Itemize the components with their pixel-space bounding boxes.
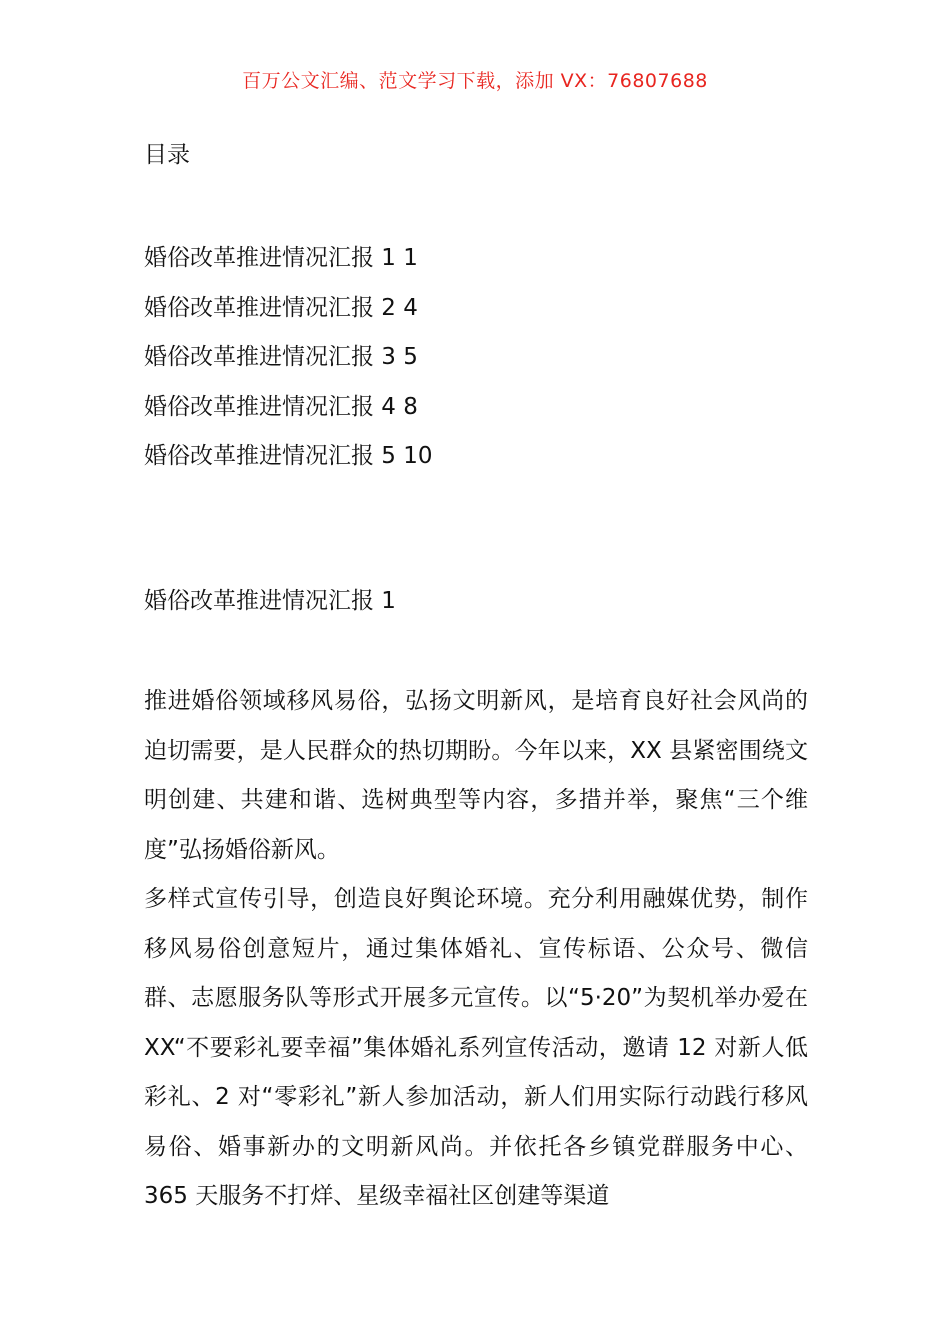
toc-title: 目录 — [144, 142, 190, 168]
header-banner: 百万公文汇编、范文学习下载，添加 VX：76807688 — [242, 70, 708, 92]
body-paragraph: 多样式宣传引导，创造良好舆论环境。充分利用融媒优势，制作移风易俗创意短片，通过集体婚礼、宣传标语、公众号、微信群、志愿服务队等形式开展多元宣传。以“5·20”为契机举办爱在 XX“不要彩礼要幸福”集体婚礼系列宣传活动，邀请 12 对新人低彩礼、2 对“零彩礼”新人参加活动，新人们用实际行动践行移风易俗、婚事新办的文明新风尚。并依托各乡镇党群服务中心、365 天服务不打烊、星级幸福社区创建等渠道 — [144, 886, 808, 1209]
body-text — [144, 677, 808, 1222]
toc-item[interactable]: 婚俗改革推进情况汇报 3 5 — [144, 344, 418, 370]
toc-item[interactable]: 婚俗改革推进情况汇报 4 8 — [144, 393, 418, 420]
toc-item[interactable]: 婚俗改革推进情况汇报 1 1 — [144, 245, 418, 271]
toc-list — [144, 234, 433, 482]
body-paragraph: 推进婚俗领域移风易俗，弘扬文明新风，是培育良好社会风尚的迫切需要，是人民群众的热切期盼。今年以来，XX 县紧密围绕文明创建、共建和谐、选树典型等内容，多措并举，聚焦“三个维度”弘扬婚俗新风。 — [144, 688, 808, 863]
section-heading: 婚俗改革推进情况汇报 1 — [144, 588, 396, 614]
toc-item[interactable]: 婚俗改革推进情况汇报 5 10 — [144, 443, 433, 469]
toc-item[interactable]: 婚俗改革推进情况汇报 2 4 — [144, 294, 418, 321]
